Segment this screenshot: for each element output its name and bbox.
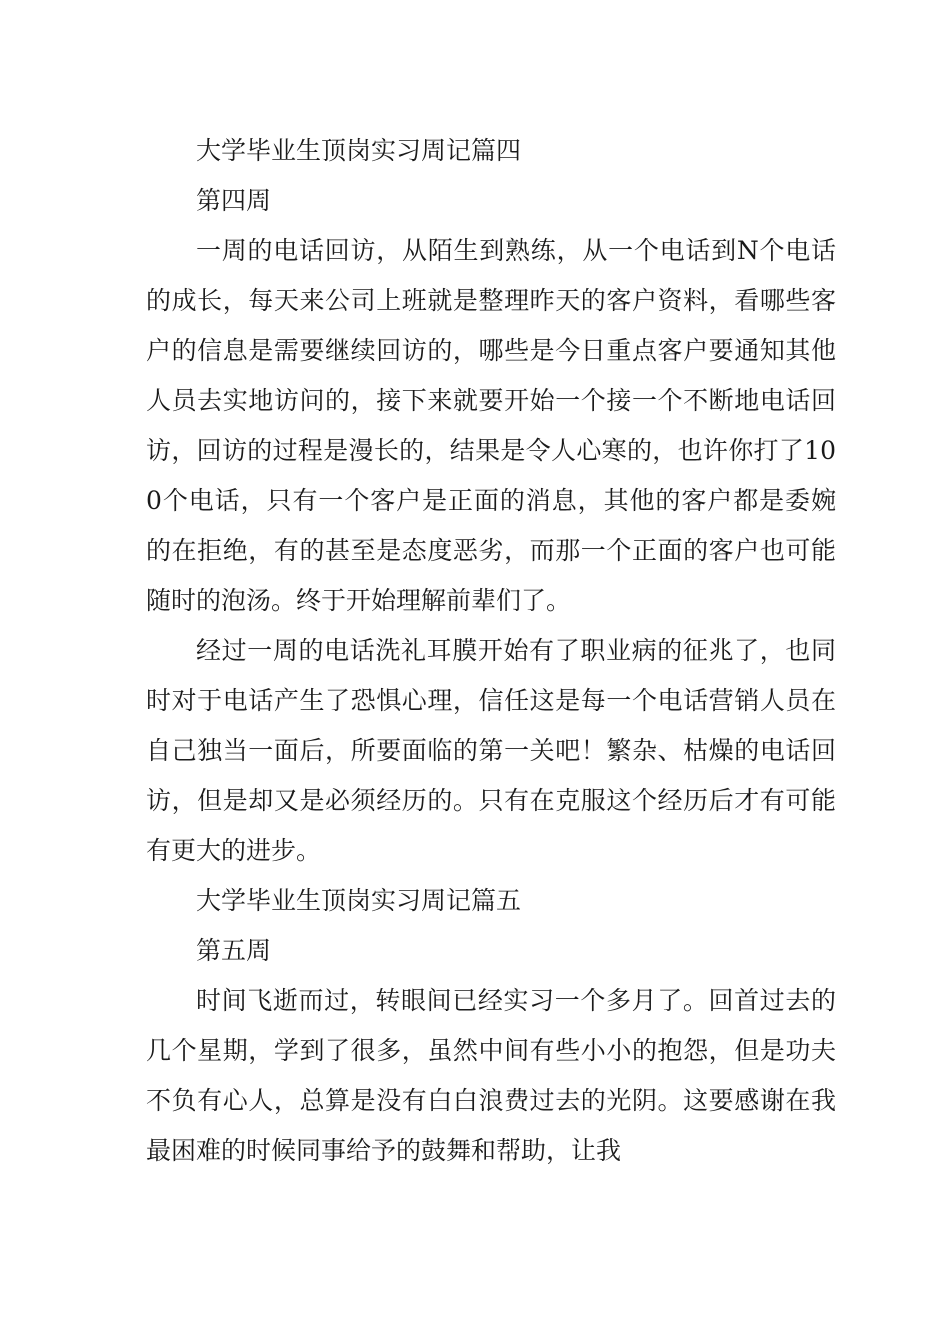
document-body xyxy=(146,126,836,1176)
body-paragraph: 一周的电话回访，从陌生到熟练，从一个电话到N个电话的成长，每天来公司上班就是整理昨天的客户资料，看哪些客户的信息是需要继续回访的，哪些是今日重点客户要通知其他人员去实地访问的，接下来就要开始一个接一个不断地电话回访，回访的过程是漫长的，结果是令人心寒的，也许你打了100个电话，只有一个客户是正面的消息，其他的客户都是委婉的在拒绝，有的甚至是态度恶劣，而那一个正面的客户也可能随时的泡汤。终于开始理解前辈们了。 xyxy=(146,236,836,615)
section-title-week-five: 大学毕业生顶岗实习周记篇五 xyxy=(196,886,522,915)
week-label-five: 第五周 xyxy=(196,936,272,965)
body-paragraph: 经过一周的电话洗礼耳膜开始有了职业病的征兆了，也同时对于电话产生了恐惧心理，信任这是每一个电话营销人员在自己独当一面后，所要面临的第一关吧！繁杂、枯燥的电话回访，但是却又是必须经历的。只有在克服这个经历后才有可能有更大的进步。 xyxy=(146,636,836,865)
week-label-four: 第四周 xyxy=(196,186,272,215)
section-title-week-four: 大学毕业生顶岗实习周记篇四 xyxy=(196,136,522,165)
body-paragraph: 时间飞逝而过，转眼间已经实习一个多月了。回首过去的几个星期，学到了很多，虽然中间有些小小的抱怨，但是功夫不负有心人，总算是没有白白浪费过去的光阴。这要感谢在我最困难的时候同事给予的鼓舞和帮助，让我 xyxy=(146,986,836,1165)
